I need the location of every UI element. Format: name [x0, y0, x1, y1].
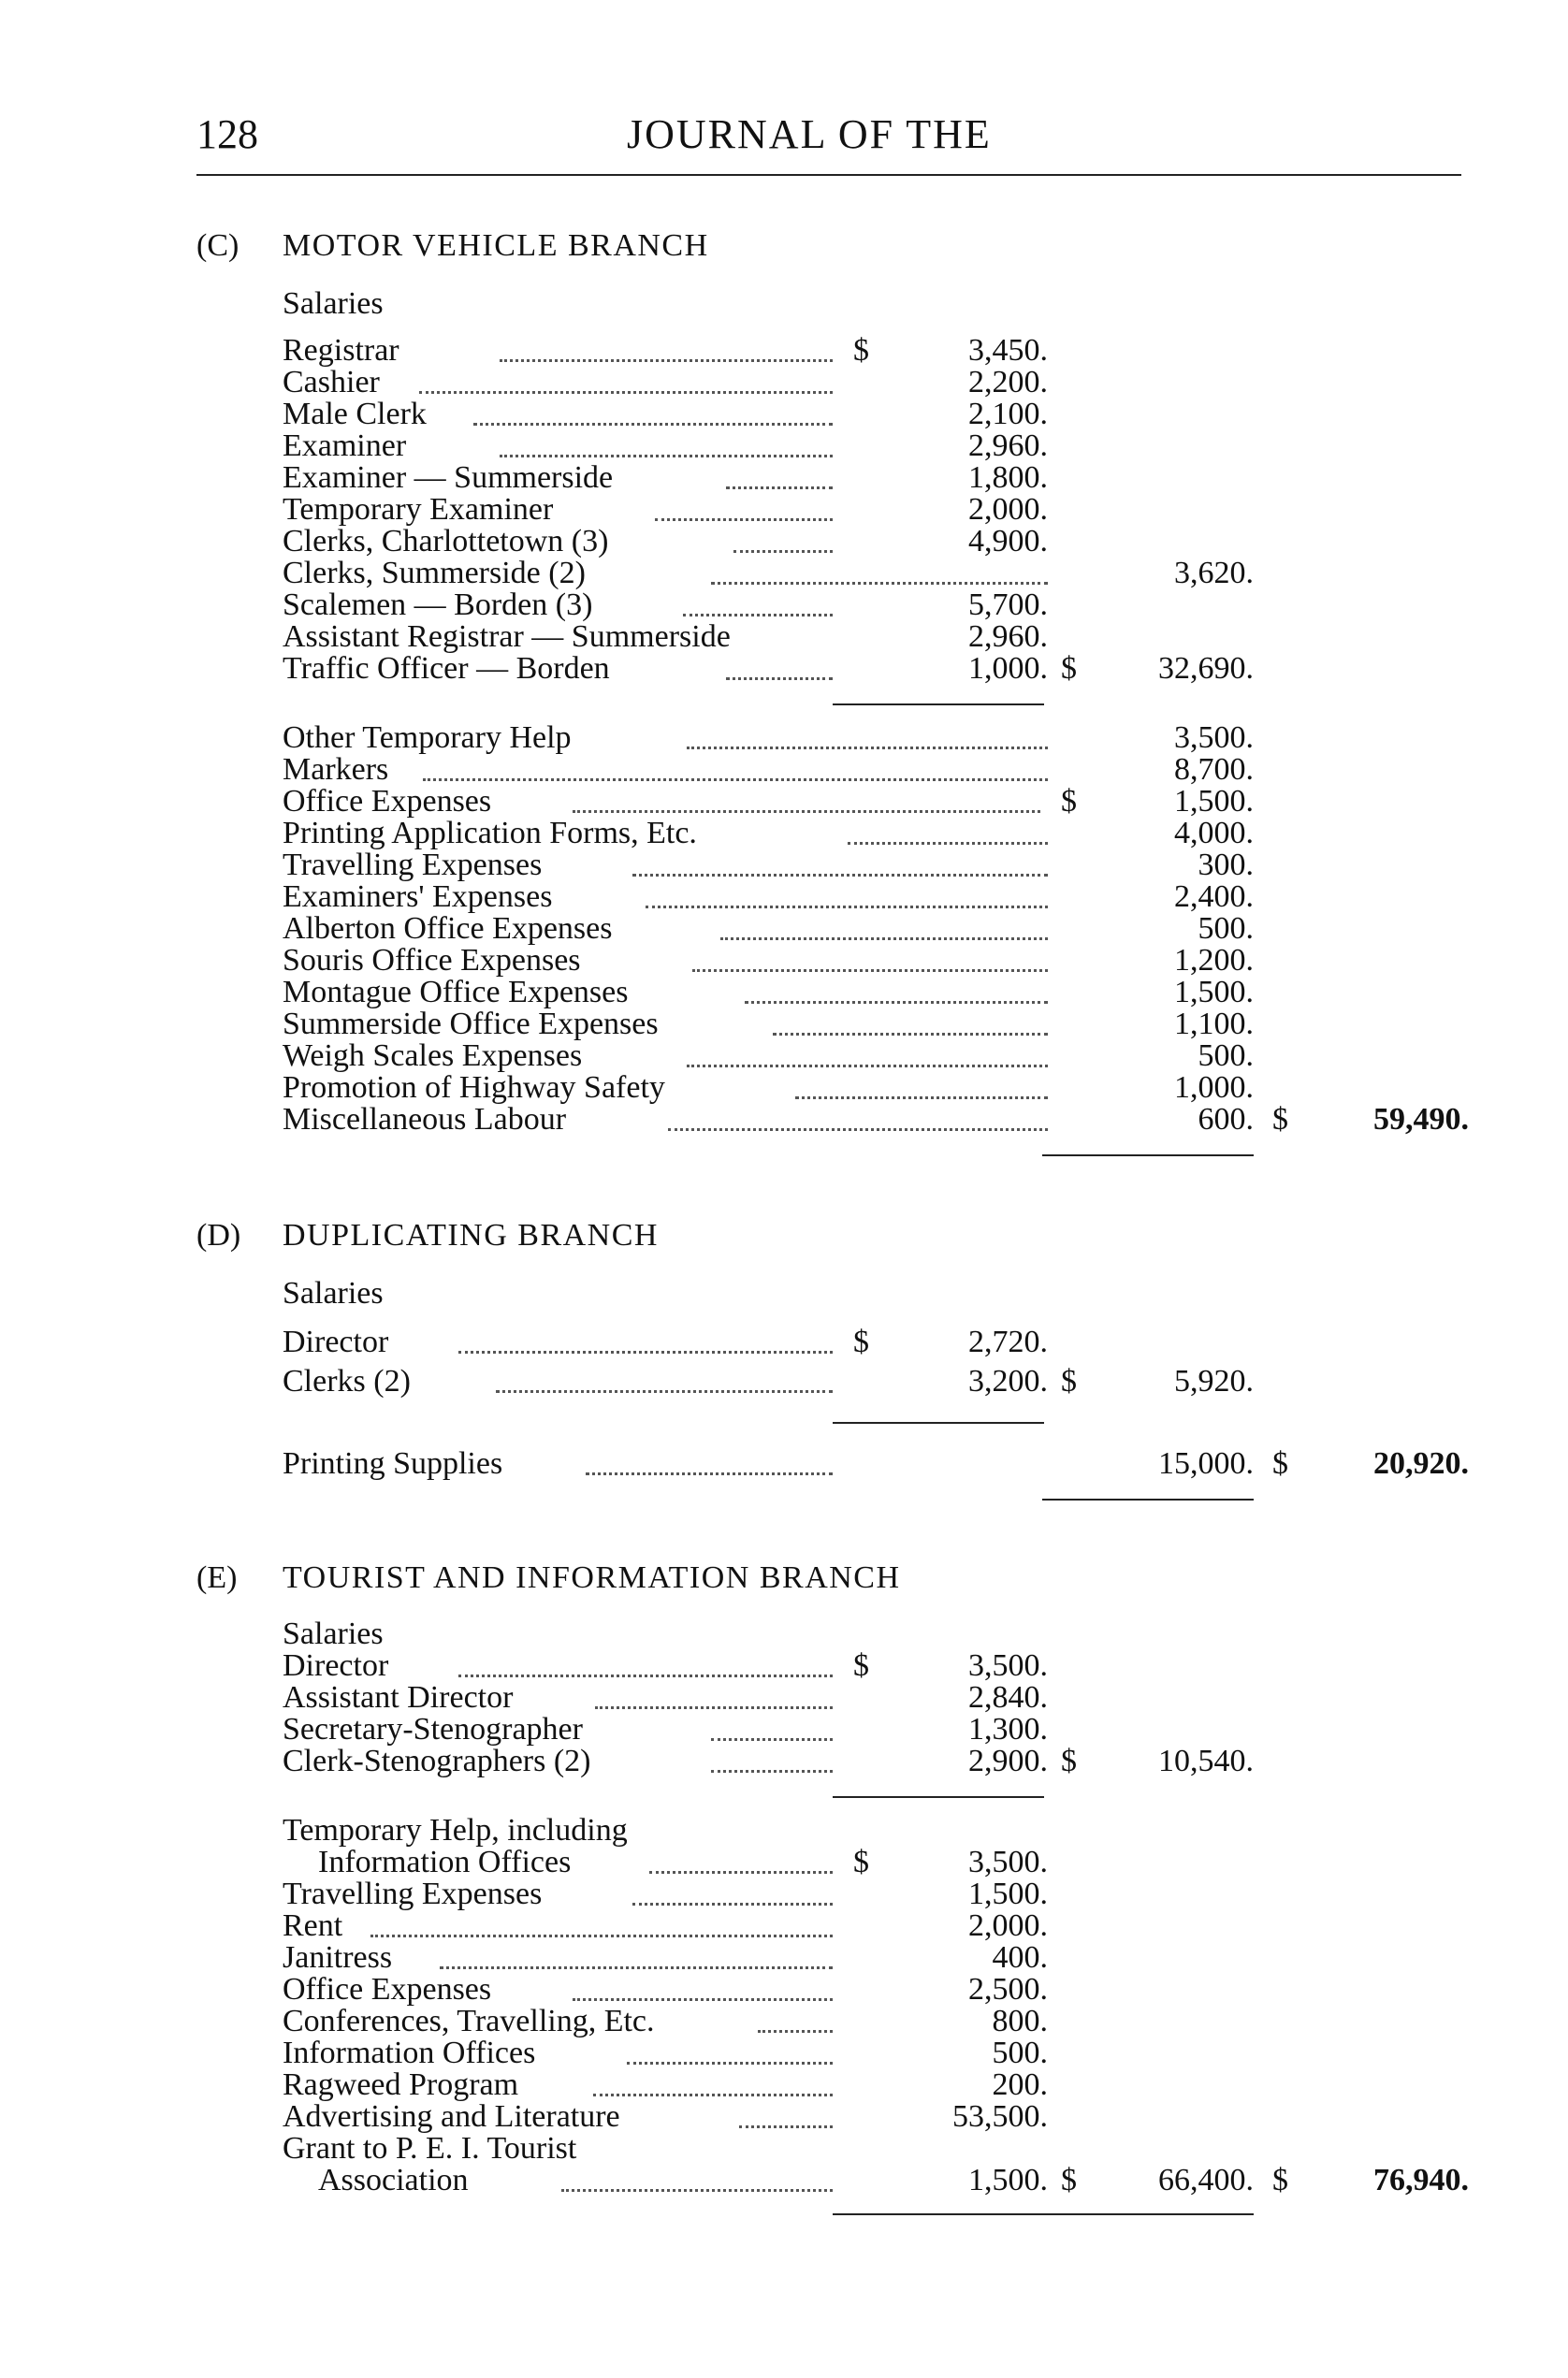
dot-leader	[627, 2062, 833, 2065]
row-label: Weigh Scales Expenses	[283, 1038, 583, 1073]
ledger-row	[0, 589, 1568, 621]
ledger-row	[0, 818, 1568, 849]
dot-leader	[646, 906, 1048, 908]
dot-leader	[573, 810, 1040, 813]
ledger-row	[0, 399, 1568, 430]
row-label: Ragweed Program	[283, 2067, 519, 2102]
row-label: Secretary-Stenographer	[283, 1712, 583, 1747]
row-label: Clerks, Charlottetown (3)	[283, 524, 609, 558]
section-title: TOURIST AND INFORMATION BRANCH	[283, 1560, 901, 1595]
expense-amount: 400.	[992, 1940, 1048, 1975]
dot-leader	[726, 677, 833, 680]
dot-leader	[419, 391, 833, 394]
salary-amount: 2,720.	[968, 1325, 1048, 1359]
page-header	[0, 110, 1568, 167]
dollar-sign: $	[1061, 651, 1077, 686]
dot-leader	[655, 518, 833, 521]
ledger-row	[0, 1847, 1568, 1878]
dollar-sign: $	[853, 1648, 869, 1683]
ledger-row	[0, 2037, 1568, 2069]
ledger-row	[0, 786, 1568, 818]
dot-leader	[500, 455, 833, 457]
section-letter: (D)	[196, 1218, 241, 1253]
row-label: Examiners' Expenses	[283, 879, 553, 914]
dot-leader	[795, 1096, 1048, 1099]
dot-leader	[687, 747, 1048, 749]
row-label: Travelling Expenses	[283, 848, 543, 882]
salaries-heading: Salaries	[283, 1617, 384, 1651]
ledger-row	[0, 881, 1568, 913]
dollar-sign: $	[853, 1325, 869, 1359]
dollar-sign: $	[1061, 2163, 1077, 2197]
ledger-row	[0, 558, 1568, 589]
dot-leader	[720, 937, 1048, 940]
expense-amount: 4,000.	[1174, 816, 1254, 850]
ledger-row	[0, 1040, 1568, 1072]
salary-amount: 1,300.	[968, 1712, 1048, 1747]
salary-amount: 3,500.	[968, 1648, 1048, 1683]
expense-amount: 1,500.	[968, 2163, 1048, 2197]
ledger-row	[0, 945, 1568, 977]
ledger-row	[0, 1974, 1568, 2006]
row-label: Male Clerk	[283, 397, 427, 431]
ledger-row	[0, 2069, 1568, 2101]
row-label: Examiner	[283, 428, 407, 463]
ledger-row	[0, 2101, 1568, 2133]
dot-leader	[593, 2094, 833, 2096]
expense-amount: 1,000.	[1174, 1070, 1254, 1105]
expense-amount: 1,500.	[1174, 784, 1254, 819]
sum-rule	[833, 1796, 1044, 1798]
row-label: Montague Office Expenses	[283, 975, 629, 1009]
row-label: Assistant Registrar — Summerside	[283, 619, 731, 654]
salary-amount: 2,000.	[968, 492, 1048, 527]
ledger-row	[0, 430, 1568, 462]
ledger-row	[0, 653, 1568, 685]
dot-leader	[595, 1706, 833, 1709]
sum-rule	[833, 2213, 1254, 2215]
row-label: Office Expenses	[283, 1972, 492, 2007]
expense-amount: 3,500.	[968, 1845, 1048, 1879]
ledger-row	[0, 1104, 1568, 1136]
row-label: Temporary Help, including	[283, 1813, 628, 1848]
salary-amount: 2,840.	[968, 1680, 1048, 1715]
subtotal-amount: 5,920.	[1174, 1364, 1254, 1399]
row-label: Traffic Officer — Borden	[283, 651, 610, 686]
ledger-row	[0, 1650, 1568, 1682]
row-label: Assistant Director	[283, 1680, 514, 1715]
dot-leader	[458, 1675, 833, 1677]
row-label: Rent	[283, 1908, 343, 1943]
salary-amount: 4,900.	[968, 524, 1048, 558]
section-total: 59,490.	[1373, 1102, 1469, 1137]
row-label: Scalemen — Borden (3)	[283, 587, 593, 622]
dot-leader	[683, 614, 833, 616]
row-label: Office Expenses	[283, 784, 492, 819]
section-total: 76,940.	[1373, 2163, 1469, 2197]
ledger-row	[0, 494, 1568, 526]
row-label: Director	[283, 1325, 389, 1359]
row-label: Summerside Office Expenses	[283, 1007, 659, 1041]
row-label: Information Offices	[283, 2036, 536, 2070]
expense-amount: 2,500.	[968, 1972, 1048, 2007]
sum-rule	[833, 1422, 1044, 1424]
page-number: 128	[196, 111, 258, 157]
salary-amount: 2,100.	[968, 397, 1048, 431]
row-label: Grant to P. E. I. Tourist	[283, 2131, 577, 2166]
sum-rule	[1042, 1154, 1254, 1156]
row-label: Cashier	[283, 365, 380, 399]
ledger-row	[0, 2133, 1568, 2165]
row-label: Souris Office Expenses	[283, 943, 581, 978]
row-label: Janitress	[283, 1940, 393, 1975]
expense-amount: 2,000.	[968, 1908, 1048, 1943]
dot-leader	[733, 550, 833, 553]
dot-leader	[711, 582, 1048, 585]
expense-amount: 200.	[992, 2067, 1048, 2102]
salary-amount: 2,960.	[968, 619, 1048, 654]
dot-leader	[668, 1128, 1048, 1131]
expense-amount: 1,500.	[1174, 975, 1254, 1009]
row-label: Association	[318, 2163, 469, 2197]
section-letter: (C)	[196, 228, 240, 263]
dot-leader	[500, 359, 833, 362]
subtotal-amount: 10,540.	[1158, 1744, 1254, 1778]
section-title: MOTOR VEHICLE BRANCH	[283, 228, 709, 263]
section-title: DUPLICATING BRANCH	[283, 1218, 659, 1253]
ledger-row	[0, 1448, 1568, 1480]
salary-amount: 2,960.	[968, 428, 1048, 463]
row-label: Advertising and Literature	[283, 2099, 620, 2134]
ledger-row	[0, 1327, 1568, 1358]
ledger-row	[0, 754, 1568, 786]
expense-amount: 300.	[1198, 848, 1254, 882]
ledger-row	[0, 621, 1568, 653]
ledger-row	[0, 977, 1568, 1008]
dot-leader	[773, 1033, 1048, 1036]
salary-amount: 3,450.	[968, 333, 1048, 368]
row-label: Travelling Expenses	[283, 1877, 543, 1911]
dollar-sign: $	[853, 1845, 869, 1879]
expense-amount: 1,500.	[968, 1877, 1048, 1911]
expense-amount: 600.	[1198, 1102, 1254, 1137]
ledger-row	[0, 913, 1568, 945]
expense-amount: 8,700.	[1174, 752, 1254, 787]
sum-rule	[833, 703, 1044, 705]
dot-leader	[561, 2189, 833, 2192]
dot-leader	[692, 969, 1048, 972]
row-label: Clerk-Stenographers (2)	[283, 1744, 591, 1778]
ledger-row	[0, 1815, 1568, 1847]
expense-amount: 15,000.	[1158, 1446, 1254, 1481]
expense-amount: 1,100.	[1174, 1007, 1254, 1041]
running-title: JOURNAL OF THE	[627, 111, 992, 157]
dot-leader	[586, 1472, 833, 1475]
dot-leader	[440, 1966, 833, 1969]
ledger-row	[0, 526, 1568, 558]
salary-amount: 5,700.	[968, 587, 1048, 622]
salary-amount: 2,900.	[968, 1744, 1048, 1778]
row-label: Printing Supplies	[283, 1446, 503, 1481]
expense-amount: 800.	[992, 2004, 1048, 2038]
row-label: Markers	[283, 752, 389, 787]
dot-leader	[711, 1770, 833, 1773]
salary-amount: 1,000.	[968, 651, 1048, 686]
dot-leader	[726, 486, 833, 489]
subtotal-amount: 3,620.	[1174, 556, 1254, 590]
ledger-row	[0, 722, 1568, 754]
row-label: Temporary Examiner	[283, 492, 554, 527]
row-label: Clerks (2)	[283, 1364, 411, 1399]
sum-rule	[1042, 1499, 1254, 1501]
dollar-sign: $	[853, 333, 869, 368]
ledger-row	[0, 367, 1568, 399]
expense-amount: 500.	[1198, 911, 1254, 946]
row-label: Miscellaneous Labour	[283, 1102, 567, 1137]
dot-leader	[632, 874, 1048, 877]
dot-leader	[711, 1738, 833, 1741]
dollar-sign: $	[1061, 1744, 1077, 1778]
expense-amount: 500.	[992, 2036, 1048, 2070]
dot-leader	[687, 1065, 1048, 1067]
row-label: Clerks, Summerside (2)	[283, 556, 586, 590]
header-rule	[196, 174, 1461, 176]
dollar-sign: $	[1061, 784, 1077, 819]
ledger-row	[0, 1746, 1568, 1777]
ledger-row	[0, 1682, 1568, 1714]
ledger-row	[0, 1008, 1568, 1040]
expense-amount: 1,200.	[1174, 943, 1254, 978]
dot-leader	[423, 778, 1048, 781]
row-label: Examiner — Summerside	[283, 460, 614, 495]
salaries-heading: Salaries	[283, 286, 384, 321]
row-label: Registrar	[283, 333, 399, 368]
salaries-heading: Salaries	[283, 1276, 384, 1311]
salary-amount: 3,200.	[968, 1364, 1048, 1399]
subtotal-amount: 66,400.	[1158, 2163, 1254, 2197]
ledger-row	[0, 462, 1568, 494]
subtotal-amount: 32,690.	[1158, 651, 1254, 686]
row-label: Information Offices	[318, 1845, 572, 1879]
dot-leader	[649, 1871, 833, 1874]
ledger-row	[0, 1878, 1568, 1910]
ledger-row	[0, 1910, 1568, 1942]
ledger-row	[0, 1714, 1568, 1746]
dot-leader	[758, 2030, 833, 2033]
dot-leader	[458, 1351, 833, 1354]
section-total: 20,920.	[1373, 1446, 1469, 1481]
dollar-sign: $	[1272, 1102, 1288, 1137]
row-label: Alberton Office Expenses	[283, 911, 613, 946]
dollar-sign: $	[1272, 1446, 1288, 1481]
row-label: Printing Application Forms, Etc.	[283, 816, 697, 850]
ledger-row	[0, 335, 1568, 367]
dot-leader	[848, 842, 1048, 845]
section-letter: (E)	[196, 1560, 238, 1595]
row-label: Conferences, Travelling, Etc.	[283, 2004, 655, 2038]
row-label: Director	[283, 1648, 389, 1683]
ledger-row	[0, 2006, 1568, 2037]
expense-amount: 3,500.	[1174, 720, 1254, 755]
row-label: Promotion of Highway Safety	[283, 1070, 665, 1105]
dollar-sign: $	[1061, 1364, 1077, 1399]
dot-leader	[573, 1998, 833, 2001]
dot-leader	[745, 1001, 1048, 1004]
expense-amount: 2,400.	[1174, 879, 1254, 914]
salary-amount: 1,800.	[968, 460, 1048, 495]
ledger-row	[0, 1942, 1568, 1974]
dot-leader	[370, 1935, 833, 1937]
expense-amount: 53,500.	[952, 2099, 1048, 2134]
dot-leader	[632, 1903, 833, 1906]
dot-leader	[473, 423, 833, 426]
row-label: Other Temporary Help	[283, 720, 572, 755]
expense-amount: 500.	[1198, 1038, 1254, 1073]
salary-amount: 2,200.	[968, 365, 1048, 399]
ledger-row	[0, 1072, 1568, 1104]
ledger-row	[0, 2165, 1568, 2197]
dot-leader	[496, 1390, 833, 1393]
ledger-row	[0, 1366, 1568, 1398]
dollar-sign: $	[1272, 2163, 1288, 2197]
dot-leader	[739, 2125, 833, 2128]
ledger-row	[0, 849, 1568, 881]
